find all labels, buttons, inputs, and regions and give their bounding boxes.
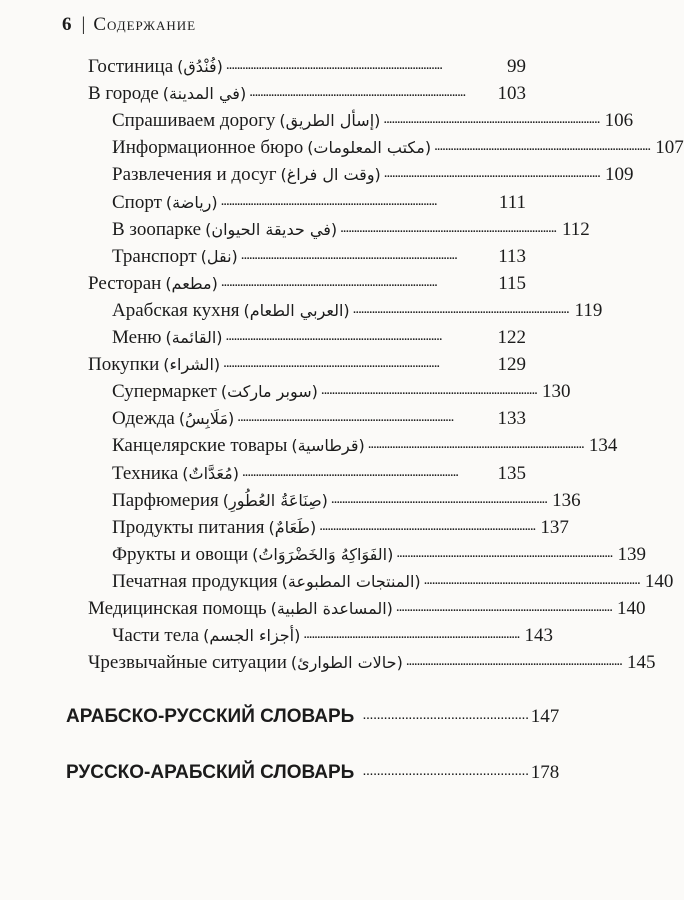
dot-leader: [384, 158, 599, 187]
entry-title-ar: (نقل): [200, 246, 238, 266]
entry-page-number: 137: [540, 516, 569, 538]
entry-page-number: 129: [497, 354, 526, 376]
dictionary-page-number: 147: [530, 706, 560, 727]
entry-page-number: 113: [498, 245, 526, 267]
entry-page-number: 111: [498, 191, 526, 213]
entry-title-ar: (إسأل الطريق): [279, 111, 381, 131]
dot-leader: [242, 457, 491, 486]
entry-page-number: 143: [524, 625, 554, 647]
entry-title-ar: (القائمة): [165, 328, 223, 347]
entry-title-ru: Информационное бюро: [112, 137, 304, 159]
dictionary-page-number: 178: [530, 762, 560, 783]
entry-title-ru: Продукты питания: [112, 516, 265, 538]
entry-title-ar: (وقت ال فراغ): [280, 165, 381, 185]
entry-page-number: 109: [604, 164, 634, 186]
dot-leader: [396, 538, 611, 567]
dot-leader: [396, 592, 611, 621]
entry-title-ru: Одежда: [112, 408, 175, 430]
entry-title-ar: (أجزاء الجسم): [203, 626, 301, 646]
dot-leader: . . . . . . . . . . . . . . . . . . . . . . . . . . . . . . . . . . . . . . . . . . . . . . .: [362, 762, 527, 779]
entry-title-ru: Чрезвычайные ситуации: [88, 652, 287, 674]
entry-title-ar: (فُنْدُق): [177, 57, 223, 76]
dot-leader: [368, 429, 583, 458]
entry-title-ru: Канцелярские товары: [112, 435, 288, 457]
dot-leader: [340, 213, 555, 242]
section-title: Содержание: [93, 14, 197, 35]
dictionary-title: АРАБСКО-РУССКИЙ СЛОВАРЬ: [66, 706, 355, 727]
entry-title-ru: Части тела: [112, 625, 200, 647]
entry-page-number: 107: [655, 137, 684, 159]
entry-title-ar: (الشراء): [163, 355, 221, 375]
dot-leader: [353, 294, 568, 323]
entry-title-ru: Развлечения и досуг: [112, 164, 277, 186]
entry-page-number: 145: [626, 652, 656, 674]
entry-title-ru: Фрукты и овощи: [112, 543, 249, 565]
entry-page-number: 133: [497, 408, 526, 430]
dot-leader: [434, 131, 649, 160]
dot-leader: [223, 348, 491, 377]
entry-title-ru: Печатная продукция: [112, 570, 278, 592]
entry-page-number: 139: [617, 543, 646, 565]
page-number: 6: [62, 14, 72, 35]
entry-title-ar: (رياضة): [165, 192, 218, 212]
entry-page-number: 136: [552, 489, 581, 511]
entry-title-ru: Меню: [112, 327, 162, 348]
entry-title-ru: Спрашиваем дорогу: [112, 110, 276, 132]
entry-title-ar: (مَلَابِسُ): [178, 409, 235, 429]
entry-page-number: 112: [561, 218, 590, 240]
dictionary-entry: [66, 762, 560, 784]
entry-title-ru: Спорт: [112, 191, 162, 213]
dot-leader: [221, 186, 491, 215]
entry-page-number: 119: [574, 299, 603, 321]
entry-page-number: 106: [604, 110, 634, 132]
entry-title-ar: (طَعَامٌ): [268, 517, 317, 537]
toc-entry: [88, 649, 656, 677]
entry-title-ru: Арабская кухня: [112, 299, 240, 321]
entry-title-ru: Техника: [112, 462, 179, 484]
entry-title-ar: (في المدينة): [162, 84, 247, 104]
entry-title-ru: Транспорт: [112, 245, 197, 267]
entry-title-ar: (مطعم): [165, 273, 218, 293]
entry-page-number: 115: [498, 272, 526, 294]
entry-page-number: 134: [588, 435, 618, 457]
entry-title-ar: (مكتب المعلومات): [307, 138, 432, 158]
entry-title-ru: Гостиница: [88, 56, 174, 77]
entry-title-ar: (المنتجات المطبوعة): [281, 571, 421, 591]
dot-leader: [321, 375, 536, 404]
entry-page-number: 122: [497, 327, 526, 348]
entry-title-ru: В городе: [88, 83, 159, 105]
dot-leader: [406, 646, 621, 675]
entry-title-ar: (سوبر ماركت): [220, 382, 318, 402]
entry-title-ar: (قرطاسية): [291, 436, 365, 456]
dot-leader: [331, 484, 546, 513]
dot-leader: [241, 240, 491, 269]
entry-title-ar: (الفَوَاكِهُ وَالخَضْرَوَاتُ): [252, 544, 394, 564]
dot-leader: [319, 511, 534, 540]
entry-page-number: 140: [644, 570, 674, 592]
dot-leader: . . . . . . . . . . . . . . . . . . . . . . . . . . . . . . . . . . . . . . . . . . . . . . .: [362, 706, 527, 723]
page-header: [62, 12, 526, 38]
header-separator: |: [81, 14, 86, 35]
entry-title-ru: В зоопарке: [112, 218, 202, 240]
dot-leader: [226, 50, 491, 79]
dictionary-title: РУССКО-АРАБСКИЙ СЛОВАРЬ: [66, 762, 355, 783]
dot-leader: [226, 321, 491, 350]
entry-page-number: 99: [507, 56, 526, 77]
entry-page-number: 130: [542, 381, 571, 403]
entry-title-ar: (المساعدة الطبية): [270, 599, 393, 618]
entry-title-ru: Медицинская помощь: [88, 598, 267, 619]
entry-title-ar: (مُعَدَّاتٌ): [182, 463, 239, 483]
entry-title-ru: Покупки: [88, 354, 160, 376]
entry-title-ru: Супермаркет: [112, 381, 217, 403]
entry-page-number: 140: [617, 598, 646, 619]
dictionary-entry: [66, 706, 560, 728]
entry-page-number: 103: [497, 83, 526, 105]
entry-title-ru: Ресторан: [88, 272, 162, 294]
dot-leader: [237, 402, 491, 431]
entry-title-ru: Парфюмерия: [112, 489, 219, 511]
entry-title-ar: (صِنَاعَةُ العُطُورِ): [222, 490, 328, 510]
dot-leader: [221, 267, 491, 296]
dot-leader: [249, 77, 491, 106]
entry-title-ar: (العربي الطعام): [243, 300, 350, 320]
entry-title-ar: (في حديقة الحيوان): [205, 219, 338, 239]
dot-leader: [383, 104, 598, 133]
dot-leader: [424, 565, 639, 594]
dot-leader: [303, 619, 518, 648]
entry-page-number: 135: [497, 462, 526, 484]
entry-title-ar: (حالات الطوارئ): [290, 653, 403, 673]
